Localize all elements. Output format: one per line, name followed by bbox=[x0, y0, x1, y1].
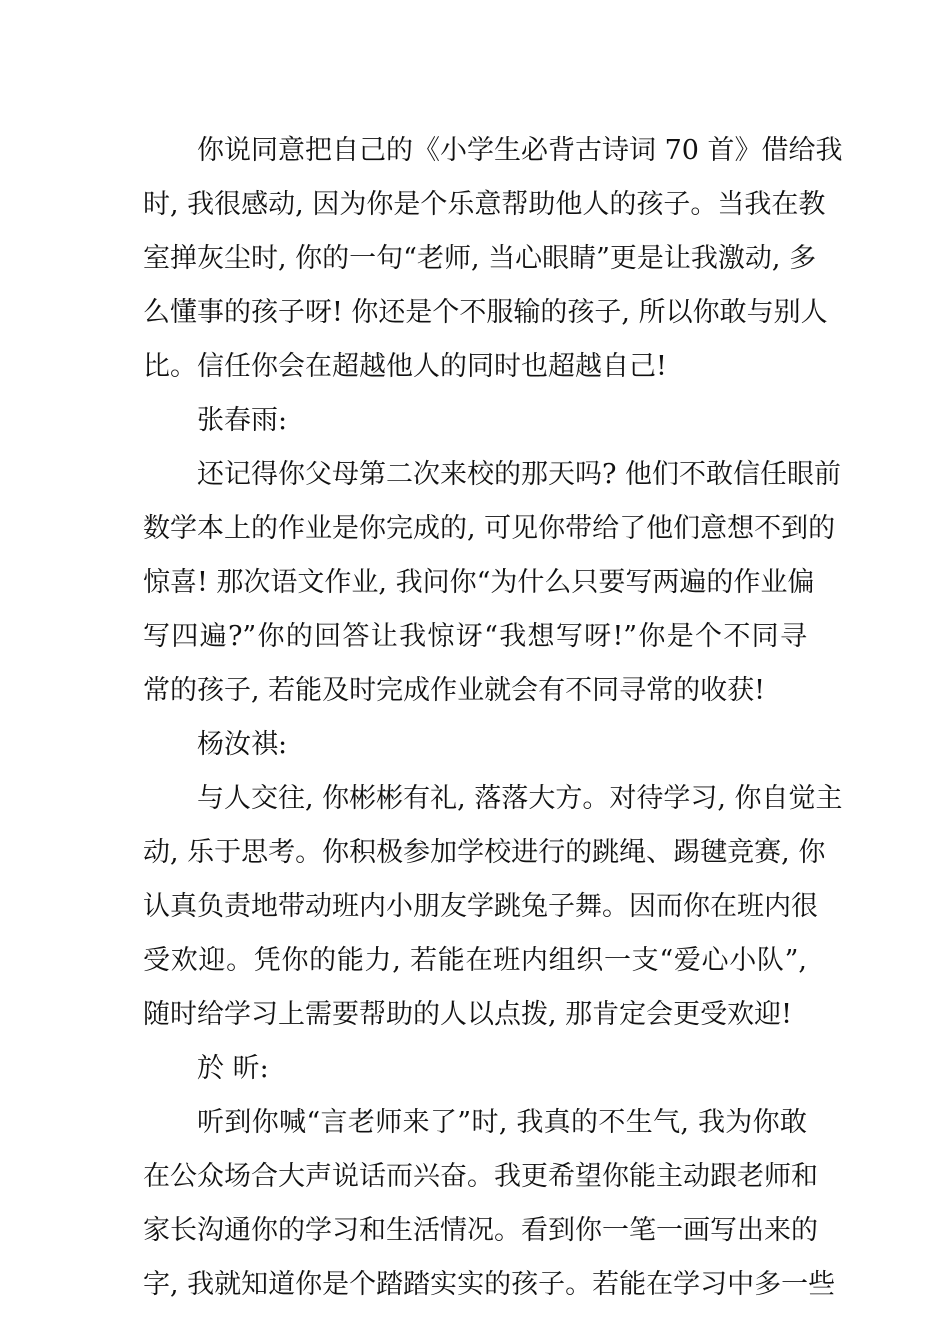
text-line: 惊喜! 那次语文作业, 我问你“为什么只要写两遍的作业偏 bbox=[143, 567, 815, 598]
text-line: 随时给学习上需要帮助的人以点拨, 那肯定会更受欢迎! bbox=[143, 999, 793, 1030]
text-line: 认真负责地带动班内小朋友学跳兔子舞。因而你在班内很 bbox=[143, 891, 818, 922]
text-line: 受欢迎。凭你的能力, 若能在班内组织一支“爱心小队”, bbox=[143, 945, 807, 976]
student-name-yang bbox=[143, 718, 807, 772]
text-line: 你说同意把自己的《小学生必背古诗词 70 首》借给我 bbox=[197, 135, 843, 166]
text-line: 写四遍?”你的回答让我惊讶“我想写呀!”你是个不同寻 bbox=[143, 621, 807, 652]
text-line: 与人交往, 你彬彬有礼, 落落大方。对待学习, 你自觉主 bbox=[197, 783, 843, 814]
text-line: 数学本上的作业是你完成的, 可见你带给了他们意想不到的 bbox=[143, 513, 836, 544]
paragraph-yu-comment bbox=[143, 1096, 836, 1312]
text-line: 在公众场合大声说话而兴奋。我更希望你能主动跟老师和 bbox=[143, 1161, 818, 1192]
text-line: 常的孩子, 若能及时完成作业就会有不同寻常的收获! bbox=[143, 675, 766, 706]
text-line: 比。信任你会在超越他人的同时也超越自己! bbox=[143, 351, 667, 382]
text-line: 么懂事的孩子呀! 你还是个不服输的孩子, 所以你敢与别人 bbox=[143, 297, 828, 328]
text-line: 动, 乐于思考。你积极参加学校进行的跳绳、踢毽竞赛, 你 bbox=[143, 837, 826, 868]
text-line: 字, 我就知道你是个踏踏实实的孩子。若能在学习中多一些 bbox=[143, 1269, 836, 1300]
text-line: 还记得你父母第二次来校的那天吗? 他们不敢信任眼前 bbox=[197, 459, 842, 490]
text-line: 家长沟通你的学习和生活情况。看到你一笔一画写出来的 bbox=[143, 1215, 818, 1246]
text-line: 室掸灰尘时, 你的一句“老师, 当心眼睛”更是让我激动, 多 bbox=[143, 243, 817, 274]
student-name-yu bbox=[143, 1042, 807, 1096]
text-line: 听到你喊“言老师来了”时, 我真的不生气, 我为你敢 bbox=[197, 1107, 807, 1138]
paragraph-zhang-comment bbox=[143, 448, 842, 718]
paragraph-book-loan bbox=[143, 124, 843, 394]
paragraph-yang-comment bbox=[143, 772, 843, 1042]
document-body bbox=[143, 124, 843, 1312]
student-name-zhang bbox=[143, 394, 807, 448]
text-line: 时, 我很感动, 因为你是个乐意帮助他人的孩子。当我在教 bbox=[143, 189, 826, 220]
student-name: 杨汝祺: bbox=[197, 729, 288, 760]
student-name: 张春雨: bbox=[197, 405, 288, 436]
student-name: 於 昕: bbox=[197, 1053, 269, 1084]
